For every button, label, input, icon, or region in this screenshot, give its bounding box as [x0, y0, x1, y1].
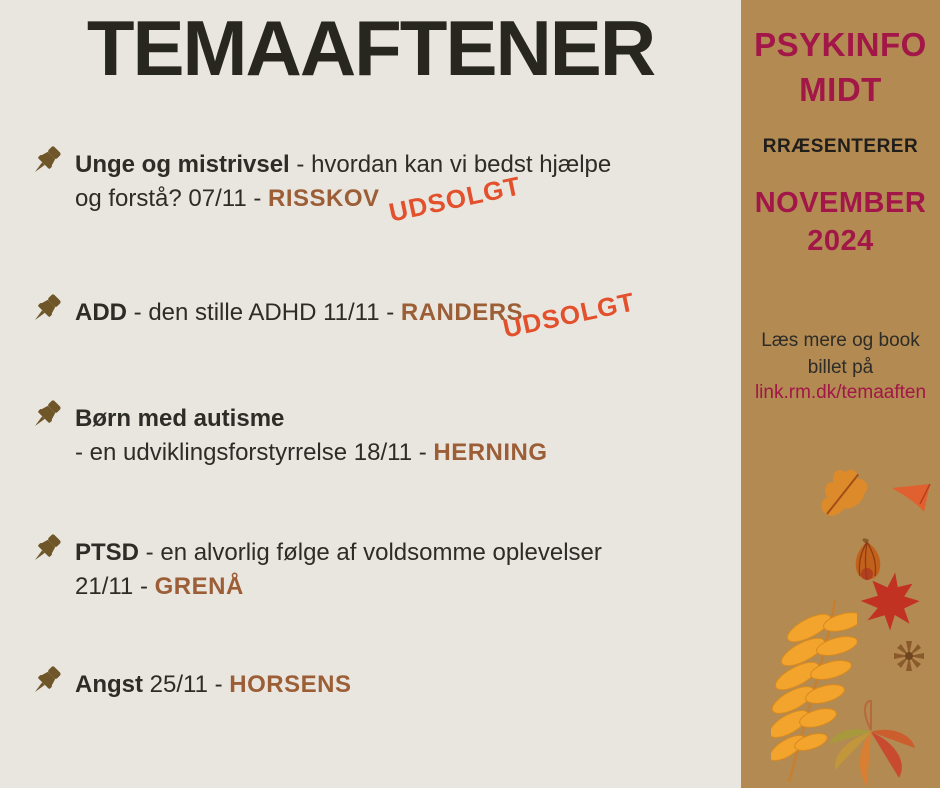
pushpin-icon [26, 399, 62, 435]
event-text-block [75, 536, 602, 604]
event-location: HERNING [433, 439, 548, 466]
event-item-add [26, 296, 523, 330]
pushpin-icon [26, 533, 62, 569]
event-item-angst [26, 668, 351, 702]
presents-label: RRÆSENTERER [762, 136, 919, 157]
sidebar [741, 0, 940, 788]
booking-info-line1: Læs mere og book [761, 330, 920, 351]
event-title: Angst [75, 671, 143, 698]
event-title: Børn med autisme [75, 405, 285, 432]
event-description: - en udviklingsforstyrrelse 18/11 - [75, 439, 434, 466]
event-text-block [75, 296, 523, 330]
sold-out-stamp: UDSOLGT [500, 286, 638, 344]
event-item-born-med-autisme [26, 402, 548, 470]
brand-line2: MIDT [799, 71, 882, 108]
month-line2: 2024 [807, 225, 874, 257]
event-location: RISSKOV [268, 185, 380, 212]
sold-out-stamp: UDSOLGT [386, 170, 524, 228]
event-text-block [75, 668, 351, 702]
event-title: ADD [75, 299, 127, 326]
event-title: Unge og mistrivsel [75, 151, 290, 178]
maple-leaf-icon [852, 567, 927, 638]
month-label [741, 184, 940, 260]
event-date: 21/11 - [75, 573, 155, 600]
star-anise-icon [893, 640, 925, 672]
event-location: RANDERS [400, 299, 524, 326]
page-title: TEMAAFTENER [86, 4, 655, 92]
event-item-unge-og-mistrivsel [26, 148, 611, 216]
event-location: HORSENS [229, 671, 352, 698]
event-date: og forstå? 07/11 - [75, 185, 269, 212]
event-title: PTSD [75, 539, 140, 566]
event-description: - den stille ADHD 11/11 - [127, 299, 401, 326]
event-date: 25/11 - [143, 671, 230, 698]
event-location: GRENÅ [154, 573, 244, 600]
oak-leaf-icon [806, 458, 879, 526]
pushpin-icon [26, 293, 62, 329]
booking-link: link.rm.dk/temaaften [754, 382, 927, 403]
month-line1: NOVEMBER [754, 187, 927, 219]
event-description: - hvordan kan vi bedst hjælpe [289, 151, 612, 178]
pushpin-icon [26, 665, 62, 701]
brand-line1: PSYKINFO [754, 26, 927, 63]
pushpin-icon [26, 145, 62, 181]
event-text-block [75, 148, 611, 216]
event-description: - en alvorlig følge af voldsomme oplevelser [139, 539, 602, 566]
brand-name [741, 22, 940, 112]
event-item-ptsd [26, 536, 602, 604]
booking-info-line2: billet på [807, 357, 874, 378]
event-text-block [75, 402, 548, 470]
small-leaf-icon [890, 482, 932, 514]
booking-info [741, 327, 940, 381]
creeper-leaf-icon [821, 700, 921, 788]
